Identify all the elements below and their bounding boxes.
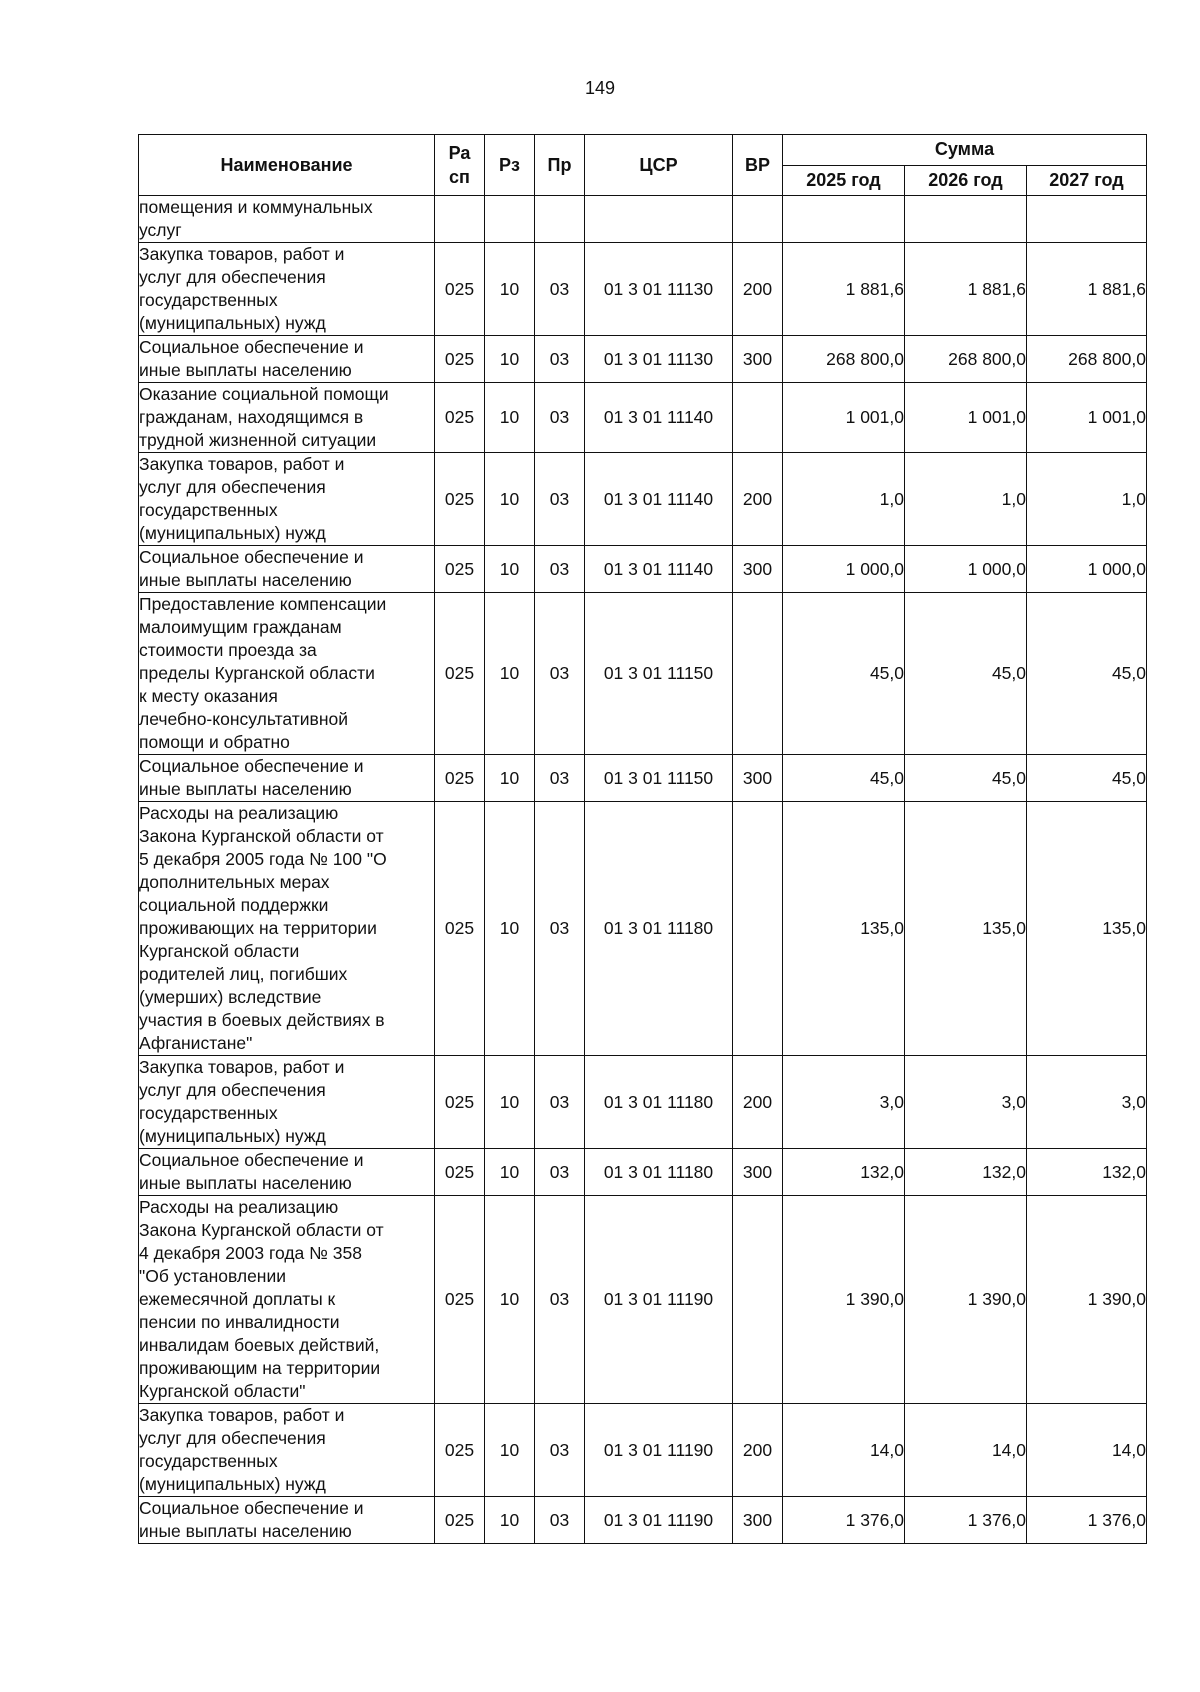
cell-rz: 10	[485, 1196, 535, 1404]
table-row	[139, 546, 1147, 593]
cell-pr: 03	[535, 1196, 585, 1404]
cell-2025: 45,0	[783, 755, 905, 802]
cell-2027: 45,0	[1027, 593, 1147, 755]
cell-rz: 10	[485, 1404, 535, 1497]
cell-csr: 01 3 01 11190	[585, 1196, 733, 1404]
table-row	[139, 453, 1147, 546]
cell-2026: 45,0	[905, 755, 1027, 802]
cell-rasp: 025	[435, 802, 485, 1056]
cell-rasp: 025	[435, 546, 485, 593]
header-row	[139, 135, 1147, 166]
cell-2026: 1 390,0	[905, 1196, 1027, 1404]
cell-2025: 3,0	[783, 1056, 905, 1149]
cell-vr	[733, 593, 783, 755]
cell-pr: 03	[535, 546, 585, 593]
header-name: Наименование	[139, 135, 435, 196]
cell-2027: 1 000,0	[1027, 546, 1147, 593]
cell-name: Социальное обеспечение и иные выплаты населению	[139, 336, 435, 383]
cell-2026: 268 800,0	[905, 336, 1027, 383]
cell-vr: 200	[733, 1404, 783, 1497]
cell-name: Предоставление компенсации малоимущим гражданам стоимости проезда за пределы Курганской области к месту оказания лечебно-консультативной помощи и обратно	[139, 593, 435, 755]
cell-rz: 10	[485, 755, 535, 802]
table-body	[139, 196, 1147, 1544]
cell-name: помещения и коммунальных услуг	[139, 196, 435, 243]
cell-pr: 03	[535, 453, 585, 546]
cell-2027: 268 800,0	[1027, 336, 1147, 383]
cell-rz: 10	[485, 1497, 535, 1544]
cell-pr: 03	[535, 755, 585, 802]
cell-2025: 1 000,0	[783, 546, 905, 593]
cell-rasp: 025	[435, 336, 485, 383]
cell-rasp: 025	[435, 453, 485, 546]
cell-rz: 10	[485, 336, 535, 383]
cell-csr: 01 3 01 11180	[585, 802, 733, 1056]
cell-rz: 10	[485, 546, 535, 593]
cell-rasp	[435, 196, 485, 243]
cell-pr: 03	[535, 243, 585, 336]
cell-rz: 10	[485, 243, 535, 336]
cell-name: Закупка товаров, работ и услуг для обеспечения государственных (муниципальных) нужд	[139, 243, 435, 336]
cell-vr: 300	[733, 1149, 783, 1196]
cell-rz: 10	[485, 453, 535, 546]
table-row	[139, 336, 1147, 383]
cell-2025: 1 376,0	[783, 1497, 905, 1544]
cell-2026: 1 376,0	[905, 1497, 1027, 1544]
cell-2026: 1 881,6	[905, 243, 1027, 336]
cell-name: Закупка товаров, работ и услуг для обеспечения государственных (муниципальных) нужд	[139, 1404, 435, 1497]
table-row	[139, 802, 1147, 1056]
header-pr: Пр	[535, 135, 585, 196]
cell-csr: 01 3 01 11130	[585, 336, 733, 383]
cell-2026: 1 000,0	[905, 546, 1027, 593]
cell-2026: 14,0	[905, 1404, 1027, 1497]
cell-pr: 03	[535, 336, 585, 383]
cell-vr	[733, 802, 783, 1056]
cell-2027: 1,0	[1027, 453, 1147, 546]
header-rz: Рз	[485, 135, 535, 196]
cell-pr	[535, 196, 585, 243]
cell-2027	[1027, 196, 1147, 243]
cell-2027: 3,0	[1027, 1056, 1147, 1149]
table-row	[139, 593, 1147, 755]
cell-csr	[585, 196, 733, 243]
cell-csr: 01 3 01 11190	[585, 1404, 733, 1497]
cell-2026: 135,0	[905, 802, 1027, 1056]
table-row	[139, 383, 1147, 453]
cell-csr: 01 3 01 11190	[585, 1497, 733, 1544]
cell-2025: 1 881,6	[783, 243, 905, 336]
budget-table	[138, 134, 1147, 1544]
cell-csr: 01 3 01 11140	[585, 383, 733, 453]
cell-csr: 01 3 01 11150	[585, 593, 733, 755]
cell-pr: 03	[535, 383, 585, 453]
table-row	[139, 755, 1147, 802]
cell-rz: 10	[485, 1056, 535, 1149]
cell-2025: 1 390,0	[783, 1196, 905, 1404]
cell-2025: 1 001,0	[783, 383, 905, 453]
cell-pr: 03	[535, 1404, 585, 1497]
cell-vr	[733, 196, 783, 243]
header-year-2026: 2026 год	[905, 165, 1027, 196]
cell-2026: 1,0	[905, 453, 1027, 546]
cell-2027: 132,0	[1027, 1149, 1147, 1196]
table-row	[139, 1404, 1147, 1497]
cell-vr: 300	[733, 336, 783, 383]
cell-csr: 01 3 01 11180	[585, 1056, 733, 1149]
cell-rz: 10	[485, 802, 535, 1056]
cell-name: Закупка товаров, работ и услуг для обеспечения государственных (муниципальных) нужд	[139, 453, 435, 546]
table-row	[139, 196, 1147, 243]
table-row	[139, 1149, 1147, 1196]
cell-2027: 14,0	[1027, 1404, 1147, 1497]
cell-name: Расходы на реализацию Закона Курганской области от 4 декабря 2003 года № 358 "Об установлении ежемесячной доплаты к пенсии по инвалидности инвалидам боевых действий, проживающим на территории Курганской области"	[139, 1196, 435, 1404]
cell-name: Социальное обеспечение и иные выплаты населению	[139, 1149, 435, 1196]
cell-csr: 01 3 01 11140	[585, 453, 733, 546]
cell-name: Социальное обеспечение и иные выплаты населению	[139, 546, 435, 593]
cell-2027: 1 390,0	[1027, 1196, 1147, 1404]
cell-vr: 200	[733, 243, 783, 336]
cell-pr: 03	[535, 1149, 585, 1196]
cell-vr: 300	[733, 546, 783, 593]
cell-2027: 1 881,6	[1027, 243, 1147, 336]
cell-2025: 132,0	[783, 1149, 905, 1196]
cell-rz	[485, 196, 535, 243]
cell-2027: 1 001,0	[1027, 383, 1147, 453]
cell-2027: 1 376,0	[1027, 1497, 1147, 1544]
cell-vr	[733, 1196, 783, 1404]
cell-rasp: 025	[435, 755, 485, 802]
cell-2025: 45,0	[783, 593, 905, 755]
cell-rz: 10	[485, 383, 535, 453]
cell-vr: 200	[733, 1056, 783, 1149]
cell-name: Расходы на реализацию Закона Курганской области от 5 декабря 2005 года № 100 "О дополнительных мерах социальной поддержки проживающих на территории Курганской области родителей лиц, погибших (умерших) вследствие участия в боевых действиях в Афганистане"	[139, 802, 435, 1056]
cell-csr: 01 3 01 11180	[585, 1149, 733, 1196]
cell-vr: 200	[733, 453, 783, 546]
cell-name: Закупка товаров, работ и услуг для обеспечения государственных (муниципальных) нужд	[139, 1056, 435, 1149]
page-number: 149	[584, 78, 616, 98]
cell-2025	[783, 196, 905, 243]
cell-2025: 135,0	[783, 802, 905, 1056]
cell-csr: 01 3 01 11150	[585, 755, 733, 802]
cell-pr: 03	[535, 1497, 585, 1544]
cell-vr: 300	[733, 1497, 783, 1544]
cell-csr: 01 3 01 11140	[585, 546, 733, 593]
cell-2026	[905, 196, 1027, 243]
cell-2026: 132,0	[905, 1149, 1027, 1196]
cell-rasp: 025	[435, 1196, 485, 1404]
header-rasp: Ра сп	[435, 135, 485, 196]
cell-2027: 135,0	[1027, 802, 1147, 1056]
table-row	[139, 1196, 1147, 1404]
cell-2026: 3,0	[905, 1056, 1027, 1149]
cell-pr: 03	[535, 593, 585, 755]
cell-csr: 01 3 01 11130	[585, 243, 733, 336]
header-vr: ВР	[733, 135, 783, 196]
header-csr: ЦСР	[585, 135, 733, 196]
cell-2026: 45,0	[905, 593, 1027, 755]
cell-vr	[733, 383, 783, 453]
cell-2025: 268 800,0	[783, 336, 905, 383]
cell-name: Оказание социальной помощи гражданам, находящимся в трудной жизненной ситуации	[139, 383, 435, 453]
header-year-2025: 2025 год	[783, 165, 905, 196]
cell-2027: 45,0	[1027, 755, 1147, 802]
cell-rasp: 025	[435, 593, 485, 755]
cell-name: Социальное обеспечение и иные выплаты населению	[139, 1497, 435, 1544]
cell-2026: 1 001,0	[905, 383, 1027, 453]
cell-vr: 300	[733, 755, 783, 802]
cell-rz: 10	[485, 1149, 535, 1196]
table-row	[139, 1497, 1147, 1544]
cell-2025: 1,0	[783, 453, 905, 546]
cell-rz: 10	[485, 593, 535, 755]
cell-pr: 03	[535, 802, 585, 1056]
cell-rasp: 025	[435, 243, 485, 336]
header-year-2027: 2027 год	[1027, 165, 1147, 196]
cell-rasp: 025	[435, 1149, 485, 1196]
cell-2025: 14,0	[783, 1404, 905, 1497]
table-row	[139, 243, 1147, 336]
table-row	[139, 1056, 1147, 1149]
cell-rasp: 025	[435, 383, 485, 453]
cell-rasp: 025	[435, 1056, 485, 1149]
cell-rasp: 025	[435, 1404, 485, 1497]
cell-name: Социальное обеспечение и иные выплаты населению	[139, 755, 435, 802]
header-sum: Сумма	[783, 135, 1147, 166]
cell-pr: 03	[535, 1056, 585, 1149]
cell-rasp: 025	[435, 1497, 485, 1544]
